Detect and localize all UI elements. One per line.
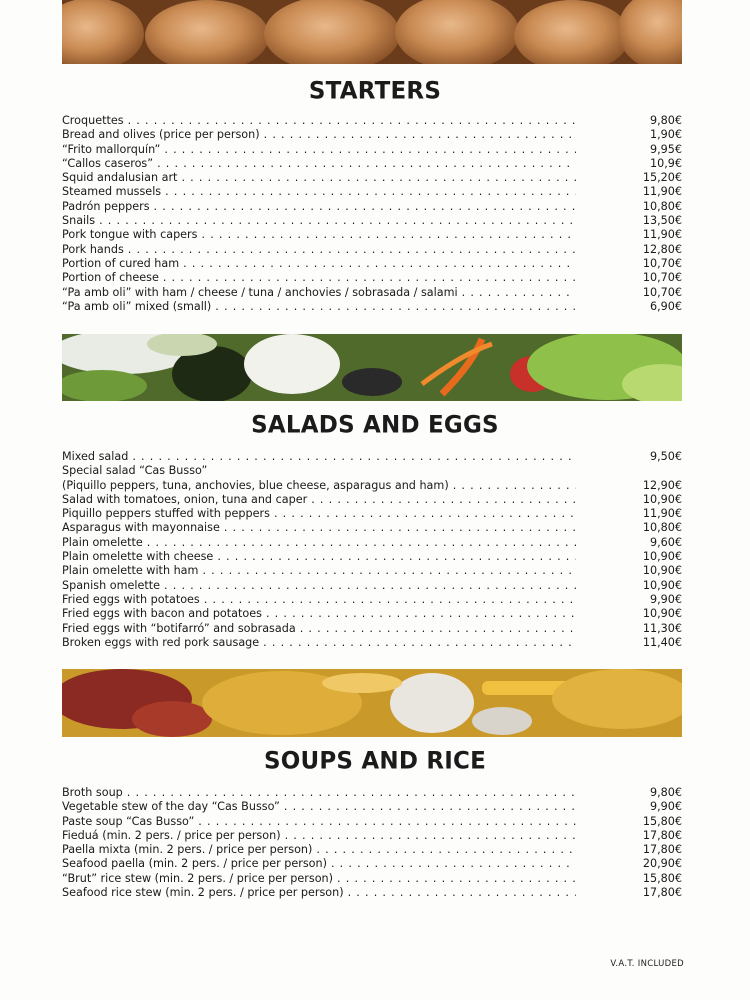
menu-item [62, 214, 682, 228]
dot-leader [181, 171, 576, 185]
menu-item [62, 593, 682, 607]
dish-name: “Pa amb oli” mixed (small) [62, 299, 212, 313]
dish-name: Steamed mussels [62, 185, 162, 199]
dot-leader [128, 243, 576, 257]
dish-price: 13,50€ [642, 214, 682, 228]
dish-price: 11,90€ [642, 228, 682, 242]
menu-item [62, 479, 682, 493]
dish-price: 12,80€ [642, 242, 682, 256]
dish-name: Broken eggs with red pork sausage [62, 635, 260, 649]
dish-price: 11,30€ [642, 621, 682, 635]
dish-name: Piquillo peppers stuffed with peppers [62, 507, 270, 521]
dish-name: Portion of cured ham [62, 256, 180, 270]
dish-price: 10,70€ [642, 271, 682, 285]
menu-item [62, 521, 682, 535]
dish-price: 10,70€ [642, 285, 682, 299]
dot-leader [215, 300, 576, 314]
dot-leader [217, 550, 576, 564]
dish-name: Squid andalusian art [62, 171, 178, 185]
dish-name: Vegetable stew of the day “Cas Busso” [62, 800, 280, 814]
dot-leader [183, 257, 576, 271]
dish-name: Pork tongue with capers [62, 228, 198, 242]
dot-leader [127, 786, 576, 800]
dish-name: Asparagus with mayonnaise [62, 521, 220, 535]
dish-price: 1,90€ [649, 128, 682, 142]
dish-price: 9,80€ [649, 786, 682, 799]
dish-name: Fried eggs with bacon and potatoes [62, 607, 262, 621]
dish-price: 11,90€ [642, 507, 682, 521]
menu-item [62, 815, 682, 829]
vat-note: V.A.T. INCLUDED [610, 959, 684, 969]
starters-list [62, 114, 682, 314]
dot-leader [128, 114, 576, 128]
menu-item [62, 200, 682, 214]
dish-name: Fried eggs with potatoes [62, 592, 200, 606]
menu-item [62, 128, 682, 142]
dish-price: 12,90€ [642, 478, 682, 492]
salad-photo [62, 334, 682, 401]
croquettes-photo [62, 0, 682, 64]
menu-item [62, 114, 682, 128]
menu-item [62, 450, 682, 464]
dish-price: 9,95€ [649, 142, 682, 156]
dot-leader [337, 872, 576, 886]
dish-name: Bread and olives (price per person) [62, 128, 260, 142]
dish-name: Paste soup “Cas Busso” [62, 814, 195, 828]
menu-item [62, 286, 682, 300]
dot-leader [132, 450, 576, 464]
dish-price: 10,80€ [642, 521, 682, 535]
dish-price: 10,90€ [642, 550, 682, 564]
menu-item [62, 579, 682, 593]
dish-name: Salad with tomatoes, onion, tuna and caper [62, 492, 308, 506]
dot-leader [311, 493, 576, 507]
dot-leader [263, 636, 576, 650]
menu-item [62, 464, 682, 478]
dot-leader [462, 286, 576, 300]
dot-leader [202, 564, 576, 578]
dot-leader [164, 579, 576, 593]
dot-leader [157, 157, 576, 171]
dish-price: 6,90€ [649, 299, 682, 313]
paella-photo [62, 669, 682, 737]
dish-name: Plain omelette with cheese [62, 550, 214, 564]
dot-leader [99, 214, 576, 228]
dot-leader [348, 886, 576, 900]
dish-name: Paella mixta (min. 2 pers. / price per person) [62, 843, 313, 857]
menu-item [62, 636, 682, 650]
section-title-soups: SOUPS AND RICE [263, 747, 487, 775]
dot-leader [266, 607, 576, 621]
salads-list [62, 450, 682, 650]
dish-price: 10,90€ [642, 492, 682, 506]
dish-price: 11,40€ [642, 635, 682, 649]
menu-item [62, 228, 682, 242]
dish-name: “Callos caseros” [62, 156, 154, 170]
dot-leader [331, 857, 576, 871]
dot-leader [204, 593, 576, 607]
dish-price: 15,80€ [642, 814, 682, 828]
menu-item [62, 550, 682, 564]
menu-item [62, 857, 682, 871]
menu-item [62, 271, 682, 285]
dot-leader [147, 536, 576, 550]
menu-item [62, 185, 682, 199]
dish-price: 20,90€ [642, 857, 682, 871]
dish-price: 10,80€ [642, 199, 682, 213]
dot-leader [164, 143, 576, 157]
dish-price: 11,90€ [642, 185, 682, 199]
dish-name: Broth soup [62, 786, 123, 799]
menu-item [62, 843, 682, 857]
dish-price: 9,60€ [649, 535, 682, 549]
dish-name: Croquettes [62, 114, 124, 127]
dot-leader [285, 829, 576, 843]
menu-item [62, 536, 682, 550]
menu-item [62, 157, 682, 171]
dish-price: 9,90€ [649, 592, 682, 606]
menu-item [62, 493, 682, 507]
dish-price: 17,80€ [642, 828, 682, 842]
dish-name: Mixed salad [62, 450, 129, 463]
menu-item [62, 800, 682, 814]
menu-item [62, 886, 682, 900]
menu-item [62, 607, 682, 621]
menu-item [62, 786, 682, 800]
menu-item [62, 622, 682, 636]
dish-name: Padrón peppers [62, 199, 150, 213]
dish-name: Fried eggs with “botifarró” and sobrasada [62, 621, 296, 635]
dish-name: Snails [62, 214, 96, 228]
dish-name: Seafood rice stew (min. 2 pers. / price per person) [62, 886, 344, 900]
dish-name: “Brut” rice stew (min. 2 pers. / price per person) [62, 871, 334, 885]
dish-price: 9,90€ [649, 800, 682, 814]
dish-price: 17,80€ [642, 843, 682, 857]
dish-price: 10,70€ [642, 256, 682, 270]
dish-name: Spanish omelette [62, 578, 161, 592]
dot-leader [198, 815, 576, 829]
dish-price: 10,90€ [642, 564, 682, 578]
dot-leader [224, 521, 576, 535]
dish-name: (Piquillo peppers, tuna, anchovies, blue cheese, asparagus and ham) [62, 478, 449, 492]
dot-leader [154, 200, 576, 214]
dot-leader [274, 507, 576, 521]
dish-name: Fieduá (min. 2 pers. / price per person) [62, 828, 281, 842]
menu-item [62, 143, 682, 157]
dot-leader [316, 843, 576, 857]
menu-item [62, 829, 682, 843]
dish-name: Special salad “Cas Busso” [62, 464, 208, 478]
dish-name: Portion of cheese [62, 271, 159, 285]
dot-leader [202, 228, 577, 242]
dish-price: 9,50€ [649, 450, 682, 463]
dot-leader [163, 271, 576, 285]
dish-price: 15,20€ [642, 171, 682, 185]
menu-item [62, 243, 682, 257]
dish-name: Plain omelette [62, 535, 143, 549]
dot-leader [300, 622, 576, 636]
dish-price: 10,90€ [642, 607, 682, 621]
dot-leader [453, 479, 576, 493]
section-title-starters: STARTERS [308, 77, 442, 105]
dish-name: “Pa amb oli” with ham / cheese / tuna / anchovies / sobrasada / salami [62, 285, 458, 299]
dish-price: 15,80€ [642, 871, 682, 885]
menu-item [62, 507, 682, 521]
dish-name: Pork hands [62, 242, 124, 256]
dish-price: 9,80€ [649, 114, 682, 127]
dot-leader [284, 800, 576, 814]
dish-name: “Frito mallorquín” [62, 142, 161, 156]
menu-item [62, 872, 682, 886]
dot-leader [264, 128, 576, 142]
soups-list [62, 786, 682, 900]
menu-item [62, 171, 682, 185]
menu-item [62, 564, 682, 578]
dish-price: 10,90€ [642, 578, 682, 592]
dot-leader [165, 185, 576, 199]
section-title-salads: SALADS AND EGGS [251, 411, 499, 439]
dish-name: Plain omelette with ham [62, 564, 199, 578]
dish-price: 17,80€ [642, 886, 682, 900]
dish-name: Seafood paella (min. 2 pers. / price per person) [62, 857, 327, 871]
menu-item [62, 300, 682, 314]
dish-price: 10,9€ [649, 156, 682, 170]
menu-item [62, 257, 682, 271]
